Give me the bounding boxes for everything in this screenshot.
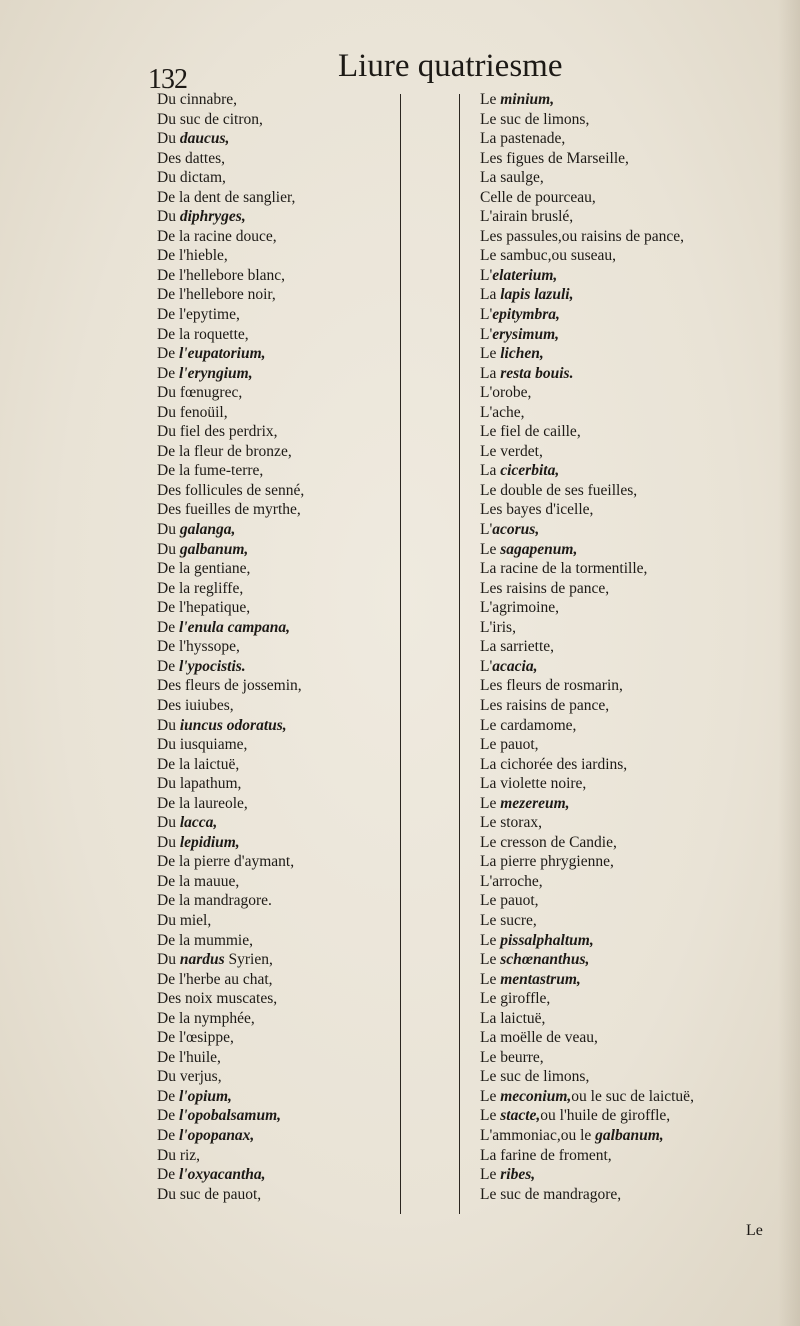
entry-text: Le: [480, 91, 501, 108]
entry-text: De la mummie,: [157, 931, 253, 949]
entry-text: De l'huile,: [157, 1048, 221, 1066]
entry-text: De la racine douce,: [157, 227, 277, 245]
italic-term: diphryges,: [179, 208, 246, 226]
italic-term: minium,: [500, 91, 555, 108]
right-column-entry: [480, 188, 735, 208]
catchword: Le: [746, 1222, 763, 1239]
entry-text: Les fleurs de rosmarin,: [480, 677, 623, 695]
italic-term: lapis lazuli,: [500, 286, 574, 304]
italic-term: l'ypocistis.: [178, 657, 246, 675]
entry-text: Le sucre,: [480, 911, 537, 929]
right-column-entry: [480, 461, 735, 481]
entry-text: Du: [157, 951, 180, 969]
italic-term: nardus: [179, 951, 225, 969]
entry-text: De: [157, 364, 179, 382]
entry-text: Le: [480, 970, 501, 988]
page-number: 132: [148, 64, 187, 95]
entry-text: De la laictuë,: [157, 755, 240, 773]
entry-text: De la regliffe,: [157, 579, 244, 597]
right-column-entry: [480, 1048, 735, 1068]
entry-text: Le sambuc,ou suseau,: [480, 247, 617, 265]
entry-text: Du fœnugrec,: [157, 384, 243, 402]
italic-term: l'opobalsamum,: [178, 1107, 282, 1125]
italic-term: erysimum,: [492, 325, 560, 343]
entry-text: Des iuiubes,: [157, 696, 234, 714]
left-column-entry: [157, 1165, 397, 1185]
right-column-entry: [480, 1126, 735, 1146]
entry-text: L'ache,: [480, 403, 525, 421]
entry-text: Le fiel de caille,: [480, 423, 581, 441]
left-column-entry: [157, 579, 397, 599]
italic-term: acacia,: [492, 657, 538, 675]
entry-text: Du: [157, 833, 180, 851]
right-column-entry: [480, 598, 735, 618]
entry-text: De: [157, 1087, 179, 1105]
entry-text: De l'hyssope,: [157, 638, 240, 656]
entry-text: De l'hellebore noir,: [157, 286, 276, 304]
left-column-entry: [157, 403, 397, 423]
entry-text: Les raisins de pance,: [480, 579, 610, 597]
right-column-entry: [480, 676, 735, 696]
left-column-entry: [157, 950, 397, 970]
italic-term: l'opium,: [178, 1087, 232, 1105]
left-column-entry: [157, 1185, 397, 1205]
entry-text: De l'hieble,: [157, 247, 228, 265]
right-column-entry: [480, 344, 735, 364]
left-column-entry: [157, 931, 397, 951]
left-column-entry: [157, 657, 397, 677]
entry-text: Les bayes d'icelle,: [480, 501, 594, 519]
entry-text: De la laureole,: [157, 794, 248, 812]
entry-text: Des noix muscates,: [157, 990, 278, 1008]
entry-text: L': [480, 521, 493, 539]
right-column-entry: [480, 325, 735, 345]
italic-term: schœnanthus,: [500, 951, 590, 969]
entry-text: De la mauue,: [157, 872, 240, 890]
right-column-entry: [480, 500, 735, 520]
entry-text: Du: [157, 130, 180, 148]
page-edge-shadow: [778, 0, 800, 1326]
italic-term: galbanum,: [179, 540, 249, 558]
right-column-entry: [480, 1106, 735, 1126]
entry-text: Le suc de mandragore,: [480, 1185, 622, 1203]
left-column-entry: [157, 344, 397, 364]
right-column-entry: [480, 1185, 735, 1205]
left-column-entry: [157, 266, 397, 286]
entry-text: De la dent de sanglier,: [157, 188, 296, 206]
left-column-entry: [157, 246, 397, 266]
left-column-entry: [157, 696, 397, 716]
entry-text: De: [157, 1126, 179, 1144]
entry-text: La: [480, 462, 501, 480]
italic-term: l'oxyacantha,: [178, 1166, 266, 1184]
entry-text: Du fenoüil,: [157, 403, 228, 421]
right-column-entry: [480, 1067, 735, 1087]
italic-term: galbanum,: [595, 1126, 664, 1144]
entry-text: L': [480, 325, 493, 343]
entry-text: Les raisins de pance,: [480, 696, 610, 714]
right-column-entry: [480, 129, 735, 149]
left-column-entry: [157, 481, 397, 501]
right-column-entry: [480, 1009, 735, 1029]
entry-text: Du riz,: [157, 1146, 201, 1164]
left-column-entry: [157, 305, 397, 325]
right-column-entry: [480, 833, 735, 853]
entry-text: Du suc de citron,: [157, 110, 263, 128]
entry-text: La sarriette,: [480, 638, 555, 656]
entry-text: La moëlle de veau,: [480, 1029, 598, 1047]
right-column-entry: [480, 481, 735, 501]
entry-text: Le: [480, 931, 501, 949]
italic-term: daucus,: [179, 130, 230, 148]
right-column-entry: [480, 970, 735, 990]
entry-text: Le suc de limons,: [480, 110, 590, 128]
italic-term: lichen,: [500, 345, 544, 363]
italic-term: l'enula campana,: [178, 618, 291, 636]
entry-text: Le: [480, 1166, 501, 1184]
right-column-entry: [480, 227, 735, 247]
entry-text: Du: [157, 540, 180, 558]
right-column-entry: [480, 774, 735, 794]
entry-text: De la nymphée,: [157, 1009, 255, 1027]
italic-term: iuncus odoratus,: [179, 716, 287, 734]
italic-term: mentastrum,: [500, 970, 581, 988]
entry-text: Le storax,: [480, 814, 542, 832]
entry-text: De: [157, 1166, 179, 1184]
left-column-entry: [157, 716, 397, 736]
entry-text: Le: [480, 1087, 501, 1105]
entry-text: Le: [480, 794, 501, 812]
italic-term: l'eryngium,: [178, 364, 253, 382]
entry-text: De la fleur de bronze,: [157, 442, 292, 460]
right-column-entry: [480, 1028, 735, 1048]
left-column-entry: [157, 989, 397, 1009]
italic-term: ribes,: [500, 1166, 536, 1184]
entry-text: Syrien,: [224, 951, 273, 969]
column-rule-left: [400, 94, 401, 1214]
entry-text: De la fume-terre,: [157, 462, 264, 480]
left-column-entry: [157, 364, 397, 384]
right-column-entry: [480, 696, 735, 716]
entry-text: La racine de la tormentille,: [480, 560, 648, 578]
entry-text: L': [480, 266, 493, 284]
italic-term: elaterium,: [492, 266, 558, 284]
italic-term: epitymbra,: [492, 306, 560, 324]
right-column-entry: [480, 364, 735, 384]
right-column-entry: [480, 579, 735, 599]
entry-text: Du verjus,: [157, 1068, 222, 1086]
left-column-entry: [157, 227, 397, 247]
left-column-entry: [157, 285, 397, 305]
left-column-entry: [157, 852, 397, 872]
left-column-entry: [157, 461, 397, 481]
right-column-entry: [480, 285, 735, 305]
right-column-entry: [480, 540, 735, 560]
left-column-entry: [157, 1067, 397, 1087]
running-head: Liure quatriesme: [338, 48, 563, 84]
entry-text: La cichorée des iardins,: [480, 755, 628, 773]
right-column-entry: [480, 207, 735, 227]
right-column-entry: [480, 305, 735, 325]
entry-text: Le: [480, 540, 501, 558]
left-column-entry: [157, 1028, 397, 1048]
entry-text: Le double de ses fueilles,: [480, 481, 638, 499]
left-column-list: [157, 90, 397, 1204]
left-column-entry: [157, 598, 397, 618]
left-column-entry: [157, 383, 397, 403]
right-column-entry: [480, 1146, 735, 1166]
entry-text: Le cardamome,: [480, 716, 577, 734]
italic-term: cicerbita,: [500, 462, 560, 480]
entry-text: L'orobe,: [480, 384, 532, 402]
entry-text: Le cresson de Candie,: [480, 833, 617, 851]
entry-text: De: [157, 345, 179, 363]
right-column-entry: [480, 442, 735, 462]
right-column-entry: [480, 422, 735, 442]
italic-term: l'opopanax,: [178, 1126, 255, 1144]
right-column-entry: [480, 872, 735, 892]
entry-text: Le: [480, 1107, 501, 1125]
entry-text: La pastenade,: [480, 130, 566, 148]
left-column-entry: [157, 676, 397, 696]
entry-text: La: [480, 286, 501, 304]
italic-term: lepidium,: [179, 833, 240, 851]
left-column-entry: [157, 1048, 397, 1068]
left-column-entry: [157, 872, 397, 892]
italic-term: acorus,: [492, 521, 540, 539]
entry-text: Les passules,ou raisins de pance,: [480, 227, 685, 245]
italic-term: pissalphaltum,: [500, 931, 594, 949]
entry-text: Du lapathum,: [157, 775, 242, 793]
left-column-entry: [157, 755, 397, 775]
right-column-entry: [480, 716, 735, 736]
right-column-entry: [480, 168, 735, 188]
entry-text: La saulge,: [480, 169, 544, 187]
entry-text: La violette noire,: [480, 775, 587, 793]
entry-text: Du: [157, 521, 180, 539]
italic-term: mezereum,: [500, 794, 570, 812]
entry-text: Le giroffle,: [480, 990, 551, 1008]
entry-text: Le: [480, 951, 501, 969]
left-column-entry: [157, 970, 397, 990]
entry-text: ou l'huile de giroffle,: [540, 1107, 671, 1125]
entry-text: Celle de pourceau,: [480, 188, 596, 206]
entry-text: De l'epytime,: [157, 306, 240, 324]
entry-text: L'agrimoine,: [480, 599, 559, 617]
entry-text: Des fueilles de myrthe,: [157, 501, 301, 519]
italic-term: meconium,: [500, 1087, 572, 1105]
right-column-entry: [480, 618, 735, 638]
entry-text: La: [480, 364, 501, 382]
entry-text: Du: [157, 716, 180, 734]
column-rule-right: [459, 94, 460, 1214]
entry-text: Du dictam,: [157, 169, 226, 187]
entry-text: De: [157, 618, 179, 636]
entry-text: Du: [157, 208, 180, 226]
left-column-entry: [157, 442, 397, 462]
entry-text: Du iusquiame,: [157, 736, 248, 754]
right-column-entry: [480, 755, 735, 775]
entry-text: De la mandragore.: [157, 892, 272, 910]
right-column-entry: [480, 90, 735, 110]
entry-text: Le pauot,: [480, 736, 539, 754]
right-column-entry: [480, 1165, 735, 1185]
entry-text: L'ammoniac,ou le: [480, 1126, 596, 1144]
left-column-entry: [157, 188, 397, 208]
entry-text: Le verdet,: [480, 442, 543, 460]
right-column-entry: [480, 403, 735, 423]
right-column-entry: [480, 911, 735, 931]
entry-text: L': [480, 306, 493, 324]
right-column-entry: [480, 383, 735, 403]
left-column-entry: [157, 520, 397, 540]
left-column-entry: [157, 168, 397, 188]
left-column-entry: [157, 735, 397, 755]
entry-text: De l'hellebore blanc,: [157, 266, 286, 284]
italic-term: stacte,: [500, 1107, 541, 1125]
entry-text: De l'hepatique,: [157, 599, 251, 617]
entry-text: La farine de froment,: [480, 1146, 612, 1164]
entry-text: Des dattes,: [157, 149, 226, 167]
right-column-entry: [480, 891, 735, 911]
left-column-entry: [157, 110, 397, 130]
right-column-entry: [480, 246, 735, 266]
entry-text: De l'herbe au chat,: [157, 970, 273, 988]
entry-text: Des follicules de senné,: [157, 481, 305, 499]
entry-text: La pierre phrygienne,: [480, 853, 614, 871]
entry-text: De la pierre d'aymant,: [157, 853, 295, 871]
right-column-entry: [480, 637, 735, 657]
left-column-entry: [157, 833, 397, 853]
left-column-entry: [157, 911, 397, 931]
right-column-entry: [480, 794, 735, 814]
right-column-entry: [480, 559, 735, 579]
left-column-entry: [157, 559, 397, 579]
right-column-entry: [480, 266, 735, 286]
entry-text: De: [157, 1107, 179, 1125]
left-column-entry: [157, 90, 397, 110]
left-column-entry: [157, 149, 397, 169]
left-column-entry: [157, 1106, 397, 1126]
left-column-entry: [157, 422, 397, 442]
left-column-entry: [157, 637, 397, 657]
entry-text: Du: [157, 814, 180, 832]
right-column-entry: [480, 1087, 735, 1107]
left-column-entry: [157, 129, 397, 149]
entry-text: L'iris,: [480, 618, 516, 636]
italic-term: sagapenum,: [500, 540, 578, 558]
right-column-list: [480, 90, 735, 1204]
entry-text: Du fiel des perdrix,: [157, 423, 278, 441]
left-column-entry: [157, 774, 397, 794]
left-column-entry: [157, 1009, 397, 1029]
entry-text: Du suc de pauot,: [157, 1185, 262, 1203]
right-column-entry: [480, 110, 735, 130]
right-column-entry: [480, 657, 735, 677]
left-column-entry: [157, 618, 397, 638]
left-column-entry: [157, 500, 397, 520]
entry-text: De l'œsippe,: [157, 1029, 234, 1047]
entry-text: L': [480, 657, 493, 675]
right-column-entry: [480, 852, 735, 872]
entry-text: De: [157, 657, 179, 675]
entry-text: Le suc de limons,: [480, 1068, 590, 1086]
left-column-entry: [157, 1087, 397, 1107]
entry-text: Du cinnabre,: [157, 91, 238, 108]
right-column-entry: [480, 813, 735, 833]
entry-text: Des fleurs de jossemin,: [157, 677, 302, 695]
entry-text: Le beurre,: [480, 1048, 544, 1066]
entry-text: La laictuë,: [480, 1009, 546, 1027]
left-column-entry: [157, 540, 397, 560]
left-column-entry: [157, 207, 397, 227]
entry-text: Les figues de Marseille,: [480, 149, 629, 167]
entry-text: ou le suc de laictuë,: [571, 1087, 694, 1105]
right-column-entry: [480, 950, 735, 970]
left-column-entry: [157, 794, 397, 814]
right-column-entry: [480, 149, 735, 169]
entry-text: L'arroche,: [480, 872, 543, 890]
entry-text: De la gentiane,: [157, 560, 251, 578]
left-column-entry: [157, 1146, 397, 1166]
left-column-entry: [157, 891, 397, 911]
right-column-entry: [480, 931, 735, 951]
italic-term: resta bouis.: [500, 364, 574, 382]
entry-text: Du miel,: [157, 911, 212, 929]
right-column-entry: [480, 989, 735, 1009]
left-column-entry: [157, 813, 397, 833]
italic-term: l'eupatorium,: [178, 345, 266, 363]
entry-text: Le pauot,: [480, 892, 539, 910]
entry-text: De la roquette,: [157, 325, 249, 343]
left-column-entry: [157, 1126, 397, 1146]
left-column-entry: [157, 325, 397, 345]
italic-term: lacca,: [179, 814, 218, 832]
right-column-entry: [480, 735, 735, 755]
entry-text: Le: [480, 345, 501, 363]
italic-term: galanga,: [179, 521, 236, 539]
right-column-entry: [480, 520, 735, 540]
entry-text: L'airain bruslé,: [480, 208, 574, 226]
